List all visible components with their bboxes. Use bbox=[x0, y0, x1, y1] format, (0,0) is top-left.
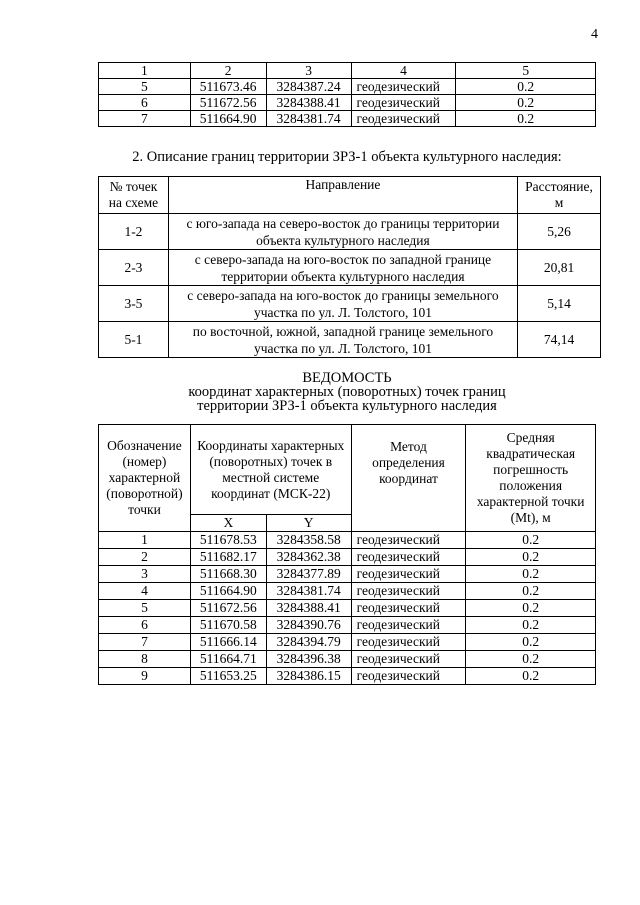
point-number: 9 bbox=[99, 668, 191, 685]
coordinate-x: 511653.25 bbox=[190, 668, 266, 685]
table-row bbox=[99, 549, 596, 566]
point-number: 4 bbox=[99, 583, 191, 600]
direction-cell: с северо-запада на юго-восток до границы земельного участка по ул. Л. Толстого, 101 bbox=[168, 286, 517, 322]
point-number: 7 bbox=[99, 111, 191, 127]
coordinate-y: 3284390.76 bbox=[266, 617, 351, 634]
table-header-row bbox=[99, 177, 601, 214]
method: геодезический bbox=[351, 111, 456, 127]
table-row bbox=[99, 617, 596, 634]
table-row bbox=[99, 566, 596, 583]
table-row bbox=[99, 95, 596, 111]
point-number: 6 bbox=[99, 95, 191, 111]
header-designation: Обозначение (номер) характерной (поворотной) точки bbox=[99, 425, 191, 532]
header-method: Метод определения координат bbox=[351, 425, 466, 532]
error-value: 0.2 bbox=[466, 634, 596, 651]
column-number: 5 bbox=[456, 63, 596, 79]
method: геодезический bbox=[351, 600, 466, 617]
section-heading: 2. Описание границ территории ЗРЗ-1 объекта культурного наследия: bbox=[132, 149, 562, 165]
header-x: X bbox=[190, 515, 266, 532]
coordinate-y: 3284381.74 bbox=[266, 111, 351, 127]
table-row bbox=[99, 600, 596, 617]
error-value: 0.2 bbox=[466, 532, 596, 549]
header-points: № точек на схеме bbox=[99, 177, 169, 214]
error-value: 0.2 bbox=[466, 566, 596, 583]
table-header-row bbox=[99, 63, 596, 79]
method: геодезический bbox=[351, 617, 466, 634]
header-coordinates: Координаты характерных (поворотных) точек в местной системе координат (МСК-22) bbox=[190, 425, 351, 515]
coordinate-x: 511664.90 bbox=[190, 583, 266, 600]
table-row bbox=[99, 668, 596, 685]
method: геодезический bbox=[351, 651, 466, 668]
coordinate-x: 511673.46 bbox=[190, 79, 266, 95]
coordinate-x: 511678.53 bbox=[190, 532, 266, 549]
column-number: 1 bbox=[99, 63, 191, 79]
error-value: 0.2 bbox=[456, 111, 596, 127]
points-cell: 5-1 bbox=[99, 322, 169, 358]
coordinates-continuation-table bbox=[98, 62, 596, 127]
coordinate-y: 3284358.58 bbox=[266, 532, 351, 549]
column-number: 2 bbox=[190, 63, 266, 79]
registry-subtitle: территории ЗРЗ-1 объекта культурного наследия bbox=[197, 398, 497, 414]
table-row bbox=[99, 634, 596, 651]
points-cell: 2-3 bbox=[99, 250, 169, 286]
direction-cell: с юго-запада на северо-восток до границы территории объекта культурного наследия bbox=[168, 214, 517, 250]
table-row bbox=[99, 111, 596, 127]
error-value: 0.2 bbox=[466, 600, 596, 617]
direction-cell: по восточной, южной, западной границе земельного участка по ул. Л. Толстого, 101 bbox=[168, 322, 517, 358]
coordinate-x: 511668.30 bbox=[190, 566, 266, 583]
error-value: 0.2 bbox=[466, 617, 596, 634]
table-row bbox=[99, 286, 601, 322]
direction-cell: с северо-запада на юго-восток по западной границе территории объекта культурного наследия bbox=[168, 250, 517, 286]
method: геодезический bbox=[351, 549, 466, 566]
header-distance: Расстояние, м bbox=[518, 177, 601, 214]
method: геодезический bbox=[351, 583, 466, 600]
method: геодезический bbox=[351, 95, 456, 111]
coordinate-x: 511670.58 bbox=[190, 617, 266, 634]
table-row bbox=[99, 651, 596, 668]
coordinate-x: 511664.71 bbox=[190, 651, 266, 668]
point-number: 7 bbox=[99, 634, 191, 651]
coordinate-x: 511672.56 bbox=[190, 600, 266, 617]
table-header-row bbox=[99, 425, 596, 515]
distance-cell: 74,14 bbox=[518, 322, 601, 358]
point-number: 5 bbox=[99, 79, 191, 95]
coordinate-y: 3284362.38 bbox=[266, 549, 351, 566]
point-number: 8 bbox=[99, 651, 191, 668]
coordinate-x: 511672.56 bbox=[190, 95, 266, 111]
error-value: 0.2 bbox=[466, 668, 596, 685]
coordinate-x: 511664.90 bbox=[190, 111, 266, 127]
point-number: 3 bbox=[99, 566, 191, 583]
error-value: 0.2 bbox=[466, 583, 596, 600]
coordinate-y: 3284396.38 bbox=[266, 651, 351, 668]
registry-coordinates-table bbox=[98, 424, 596, 685]
point-number: 1 bbox=[99, 532, 191, 549]
error-value: 0.2 bbox=[466, 549, 596, 566]
point-number: 6 bbox=[99, 617, 191, 634]
coordinate-y: 3284394.79 bbox=[266, 634, 351, 651]
coordinate-x: 511682.17 bbox=[190, 549, 266, 566]
table-row bbox=[99, 214, 601, 250]
coordinate-y: 3284388.41 bbox=[266, 95, 351, 111]
column-number: 4 bbox=[351, 63, 456, 79]
page-number: 4 bbox=[591, 27, 598, 42]
coordinate-y: 3284377.89 bbox=[266, 566, 351, 583]
registry-title: ВЕДОМОСТЬ bbox=[302, 370, 392, 386]
coordinate-y: 3284387.24 bbox=[266, 79, 351, 95]
method: геодезический bbox=[351, 634, 466, 651]
method: геодезический bbox=[351, 79, 456, 95]
table-row bbox=[99, 583, 596, 600]
points-cell: 3-5 bbox=[99, 286, 169, 322]
error-value: 0.2 bbox=[456, 95, 596, 111]
table-row bbox=[99, 532, 596, 549]
header-y: Y bbox=[266, 515, 351, 532]
error-value: 0.2 bbox=[456, 79, 596, 95]
table-row bbox=[99, 250, 601, 286]
distance-cell: 5,14 bbox=[518, 286, 601, 322]
distance-cell: 20,81 bbox=[518, 250, 601, 286]
point-number: 5 bbox=[99, 600, 191, 617]
coordinate-y: 3284381.74 bbox=[266, 583, 351, 600]
column-number: 3 bbox=[266, 63, 351, 79]
error-value: 0.2 bbox=[466, 651, 596, 668]
coordinate-y: 3284386.15 bbox=[266, 668, 351, 685]
header-direction: Направление bbox=[168, 177, 517, 214]
method: геодезический bbox=[351, 532, 466, 549]
points-cell: 1-2 bbox=[99, 214, 169, 250]
registry-subtitle: координат характерных (поворотных) точек границ bbox=[188, 384, 506, 400]
table-row bbox=[99, 322, 601, 358]
coordinate-x: 511666.14 bbox=[190, 634, 266, 651]
method: геодезический bbox=[351, 668, 466, 685]
header-error: Средняя квадратическая погрешность положения характерной точки (Mt), м bbox=[466, 425, 596, 532]
coordinate-y: 3284388.41 bbox=[266, 600, 351, 617]
method: геодезический bbox=[351, 566, 466, 583]
distance-cell: 5,26 bbox=[518, 214, 601, 250]
table-row bbox=[99, 79, 596, 95]
point-number: 2 bbox=[99, 549, 191, 566]
boundary-description-table bbox=[98, 176, 601, 358]
